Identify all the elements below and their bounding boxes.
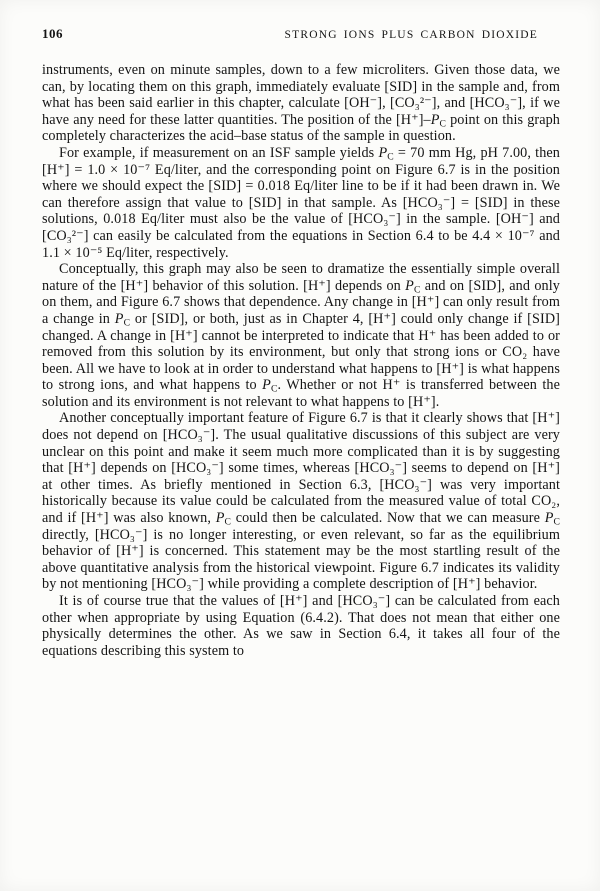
paragraph: It is of course true that the values of [H⁺] and [HCO₃⁻] can be calculated from each other when appropriate by using Equation (6.4.2). That does not mean that either one physically determines the other. As we saw in Section 6.4, it takes all four of the equations describing this system to [42,593,560,659]
paragraph: Another conceptually important feature of Figure 6.7 is that it clearly shows that [H⁺] does not depend on [HCO₃⁻]. The usual qualitative discussions of this subject are very unclear on this point and make it seem much more complicated than it is by suggesting that [H⁺] depends on [HCO₃⁻] some times, whereas [HCO₃⁻] seems to depend on [H⁺] at other times. As briefly mentioned in Section 6.3, [HCO₃⁻] was very important historically because its value could be calculated from the measured value of total CO₂, and if [H⁺] was also known, $P_C$ could then be calculated. Now that we can measure $P_C$ directly, [HCO₃⁻] is no longer interesting, or even relevant, so far as the equilibrium behavior of [H⁺] is concerned. This statement may be the most startling result of the above quantitative analysis from the historical viewpoint. Figure 6.7 indicates its validity by not mentioning [HCO₃⁻] while providing a complete description of [H⁺] behavior. [42,410,560,593]
paragraph: Conceptually, this graph may also be seen to dramatize the essentially simple overall nature of the [H⁺] behavior of this solution. [H⁺] depends on $P_C$ and on [SID], and only on them, and Figure 6.7 shows that dependence. Any change in [H⁺] can only result from a change in $P_C$ or [SID], or both, just as in Chapter 4, [H⁺] could only change if [SID] changed. A change in [H⁺] cannot be interpreted to indicate that H⁺ has been added to or removed from this solution by its environment, but only that strong ions or CO₂ have been. All we have to look at in order to understand what happens to [H⁺] is what happens to strong ions, and what happens to $P_C$. Whether or not H⁺ is transferred between the solution and its environment is not relevant to what happens to [H⁺]. [42,261,560,410]
paragraph: For example, if measurement on an ISF sample yields $P_C = 70$ mm Hg, pH 7.00, then [H⁺] = 1.0 × 10⁻⁷ Eq/liter, and the corresponding point on Figure 6.7 is in the position where we should expect the [SID] = 0.018 Eq/liter line to be if it had been drawn in. We can therefore assign that value to [SID] in that sample. As [HCO₃⁻] = [SID] in these solutions, 0.018 Eq/liter must also be the value of [HCO₃⁻] in the sample. [OH⁻] and [CO₃²⁻] can easily be calculated from the equations in Section 6.4 to be 4.4 × 10⁻⁷ and 1.1 × 10⁻⁵ Eq/liter, respectively. [42,144,560,261]
page-number: 106 [42,26,63,41]
page-header [42,26,560,42]
running-head: STRONG IONS PLUS CARBON DIOXIDE [284,29,538,41]
body-text [42,62,560,659]
paragraph: instruments, even on minute samples, down to a few microliters. Given those data, we can, by locating them on this graph, immediately evaluate [SID] in the sample and, from what has been said earlier in this chapter, calculate [OH⁻], [CO₃²⁻], and [HCO₃⁻], if we have any need for these latter quantities. The position of the $[H^+]-P_C$ point on this graph completely characterizes the acid–base status of the sample in question. [42,62,560,145]
